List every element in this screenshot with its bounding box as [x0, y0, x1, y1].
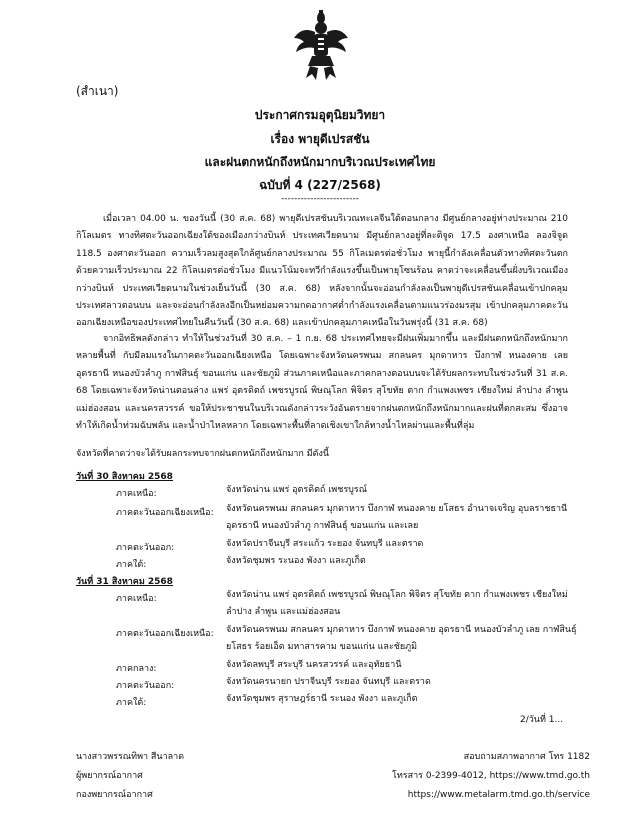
copy-label: (สำเนา) — [76, 84, 119, 98]
region-provinces: จังหวัดชุมพร ระนอง พังงา และภูเก็ต — [226, 556, 366, 566]
contact-block — [392, 748, 590, 805]
fax-website-link[interactable]: โทรสาร 0-2399-4012, https://www.tmd.go.th — [392, 771, 590, 781]
announcement-title: ประกาศกรมอุตุนิยมวิทยา — [254, 108, 386, 122]
region-label: ภาคตะวันออก: — [116, 543, 175, 553]
region-provinces: จังหวัดลพบุรี สระบุรี นครสวรรค์ และอุทัยธานี — [226, 660, 402, 670]
region-label: ภาคตะวันออก: — [116, 681, 175, 691]
region-provinces: จังหวัดน่าน แพร่ อุตรดิตถ์ เพชรบูรณ์ พิษณุโลก พิจิตร สุโขทัย ตาก กำแพงเพชร เชียงใหม่ ลำปาง ลำพูน และแม่ฮ่องสอน — [226, 590, 568, 618]
region-provinces: จังหวัดชุมพร สุราษฎร์ธานี ระนอง พังงา และภูเก็ต — [226, 694, 418, 704]
region-label: ภาคใต้: — [116, 698, 147, 708]
region-label: ภาคเหนือ: — [116, 594, 157, 604]
announcement-issue: ฉบับที่ 4 (227/2568) — [259, 178, 381, 192]
region-label: ภาคกลาง: — [116, 664, 157, 674]
announcement-subject-cont: และฝนตกหนักถึงหนักมากบริเวณประเทศไทย — [204, 155, 436, 169]
storm-description-paragraph: เมื่อเวลา 04.00 น. ของวันนี้ (30 ส.ค. 68) พายุดีเปรสชันบริเวณทะเลจีนใต้ตอนกลาง มีศูนย์กลางอยู่ห่างประมาณ 210 กิโลเมตร ทางทิศตะวันออกเฉียงใต้ของเมืองกว่างบินห์ ประเทศเวียดนาม มีศูนย์กลางอยู่ที่ละติจูด 17.5 องศาเหนือ ลองจิจูด 118.5 องศาตะวันออก ความเร็วลมสูงสุดใกล้ศูนย์กลางประมาณ 55 กิโลเมตรต่อชั่วโมง พายุนี้กำลังเคลื่อนตัวทางทิศตะวันตก ด้วยความเร็วประมาณ 22 กิโลเมตรต่อชั่วโมง มีแนวโน้มจะทวีกำลังแรงขึ้นเป็นพายุโซนร้อน คาดว่าจะเคลื่อนขึ้นฝั่งบริเวณเมืองกว่างบินห์ ประเทศเวียดนามในช่วงเย็นวันนี้ (30 ส.ค. 68) หลังจากนั้นจะอ่อนกำลังลงเป็นพายุดีเปรสชันเคลื่อนเข้าปกคลุมประเทศลาวตอนบน และจะอ่อนกำลังลงอีกเป็นหย่อมความกดอากาศต่ำกำลังแรงเคลื่อนตามแนวร่องมรสุม เข้าปกคลุมภาคตะวันออกเฉียงเหนือของประเทศไทยในคืนวันนี้ (30 ส.ค. 68) และเข้าปกคลุมภาคเหนือในวันพรุ่งนี้ (31 ส.ค. 68) — [76, 214, 568, 329]
region-provinces: จังหวัดปราจีนบุรี สระแก้ว ระยอง จันทบุรี และตราด — [226, 539, 424, 549]
title-divider: ------------------------ — [281, 194, 359, 204]
announcement-subject: เรื่อง พายุดีเปรสชัน — [270, 132, 370, 146]
impact-warning-paragraph: จากอิทธิพลดังกล่าว ทำให้ในช่วงวันที่ 30 ส.ค. – 1 ก.ย. 68 ประเทศไทยจะมีฝนเพิ่มมากขึ้น และมีฝนตกหนักถึงหนักมากหลายพื้นที่ กับมีลมแรงในภาคตะวันออกเฉียงเหนือ โดยเฉพาะจังหวัดนครพนม สกลนคร มุกดาหาร บึงกาฬ หนองคาย เลย อุดรธานี หนองบัวลำภู กาฬสินธุ์ ขอนแก่น และชัยภูมิ ส่วนภาคเหนือและภาคกลางตอนบนจะได้รับผลกระทบในช่วงวันที่ 31 ส.ค. 68 โดยเฉพาะจังหวัดน่านตอนล่าง แพร่ อุตรดิตถ์ เพชรบูรณ์ พิษณุโลก พิจิตร สุโขทัย ตาก กำแพงเพชร เชียงใหม่ ลำปาง ลำพูน แม่ฮ่องสอน และนครสวรรค์ ขอให้ประชาชนในบริเวณดังกล่าวระวังอันตรายจากฝนตกหนักถึงหนักมากและฝนที่ตกสะสม ซึ่งอาจทำให้เกิดน้ำท่วมฉับพลัน และน้ำป่าไหลหลาก โดยเฉพาะพื้นที่ลาดเชิงเขาใกล้ทางน้ำไหลผ่านและพื้นที่ลุ่ม — [76, 334, 568, 432]
region-label: ภาคตะวันออกเฉียงเหนือ: — [116, 629, 214, 639]
metalarm-link[interactable]: https://www.metalarm.tmd.go.th/service — [407, 790, 590, 800]
affected-intro: จังหวัดที่คาดว่าจะได้รับผลกระทบจากฝนตกหนักถึงหนักมาก มีดังนี้ — [76, 449, 330, 459]
region-provinces: จังหวัดนครนายก ปราจีนบุรี ระยอง จันทบุรี และตราด — [226, 677, 431, 687]
region-provinces: จังหวัดน่าน แพร่ อุตรดิตถ์ เพชรบูรณ์ — [226, 485, 368, 495]
signer-position: ผู้พยากรณ์อากาศ — [76, 771, 143, 781]
weather-inquiry: สอบถามสภาพอากาศ โทร 1182 — [463, 752, 590, 762]
region-label: ภาคใต้: — [116, 560, 147, 570]
signer-division: กองพยากรณ์อากาศ — [76, 790, 153, 800]
schedule-date-31: วันที่ 31 สิงหาคม 2568 — [76, 577, 173, 587]
schedule-date-30: วันที่ 30 สิงหาคม 2568 — [76, 472, 173, 482]
region-label: ภาคตะวันออกเฉียงเหนือ: — [116, 508, 214, 518]
region-label: ภาคเหนือ: — [116, 489, 157, 499]
signer-name: นางสาวพรรณทิพา สีนาลาด — [76, 752, 185, 762]
next-page-marker: 2/วันที่ 1... — [520, 715, 564, 725]
region-provinces: จังหวัดนครพนม สกลนคร มุกดาหาร บึงกาฬ หนองคาย ยโสธร อำนาจเจริญ อุบลราชธานี อุดรธานี หนองบัวลำภู กาฬสินธุ์ ขอนแก่น และเลย — [226, 504, 568, 532]
signer-block — [76, 748, 184, 805]
garuda-emblem-icon — [292, 8, 350, 82]
region-provinces: จังหวัดนครพนม สกลนคร มุกดาหาร บึงกาฬ หนองคาย อุดรธานี หนองบัวลำภู เลย กาฬสินธุ์ ยโสธร ร้อยเอ็ด มหาสารคาม ขอนแก่น และชัยภูมิ — [226, 625, 577, 653]
